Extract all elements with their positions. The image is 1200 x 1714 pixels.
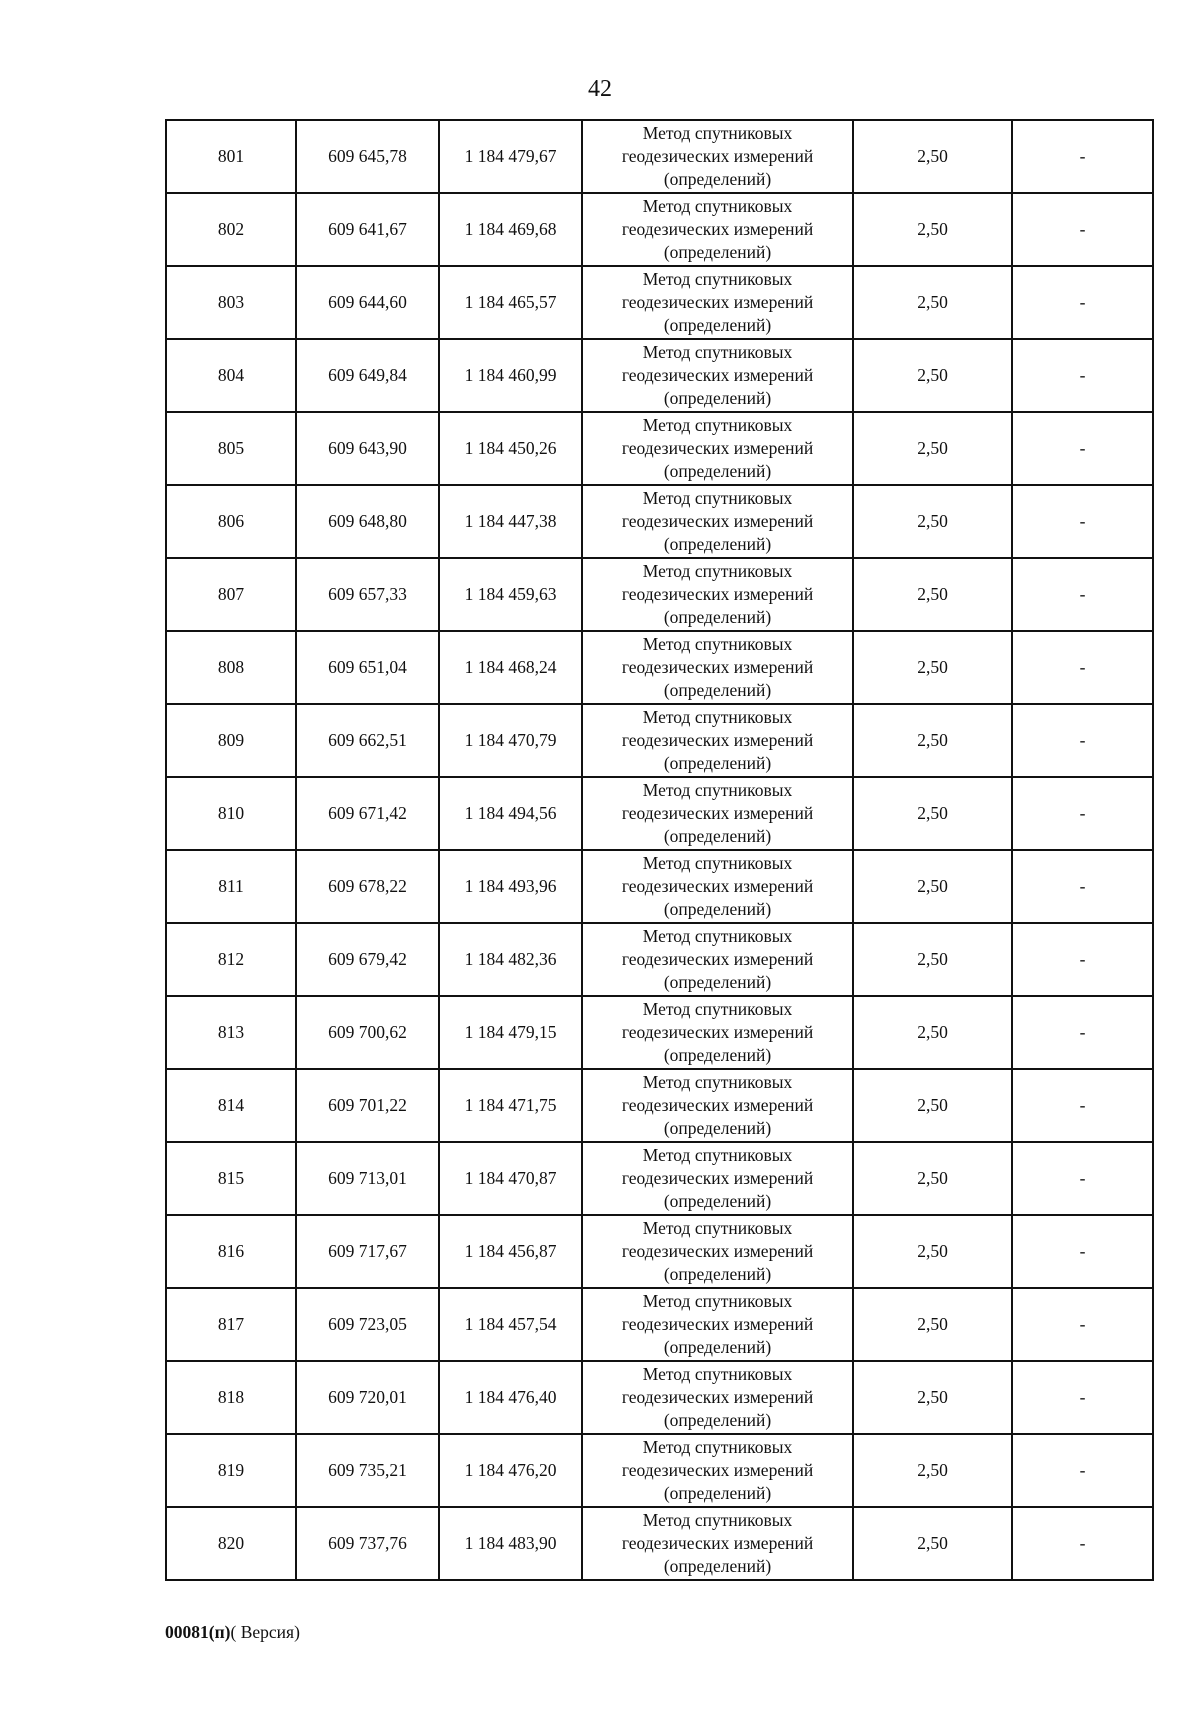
- x-coordinate-cell: 609 737,76: [296, 1507, 439, 1580]
- x-coordinate-cell: 609 662,51: [296, 704, 439, 777]
- description-cell: -: [1012, 1215, 1153, 1288]
- method-line: геодезических измерений: [621, 1387, 814, 1407]
- method-line: геодезических измерений: [621, 657, 814, 677]
- method-cell: [582, 120, 853, 193]
- method-line: (определений): [663, 534, 772, 554]
- description-cell: -: [1012, 558, 1153, 631]
- point-number-cell: 808: [166, 631, 296, 704]
- method-cell: [582, 558, 853, 631]
- x-coordinate-cell: 609 651,04: [296, 631, 439, 704]
- method-cell: [582, 923, 853, 996]
- method-line: геодезических измерений: [621, 803, 814, 823]
- x-coordinate-cell: 609 723,05: [296, 1288, 439, 1361]
- y-coordinate-cell: 1 184 483,90: [439, 1507, 582, 1580]
- description-cell: -: [1012, 412, 1153, 485]
- method-cell: [582, 412, 853, 485]
- method-cell: [582, 1142, 853, 1215]
- method-line: (определений): [663, 1483, 772, 1503]
- table-row: [166, 558, 1153, 631]
- y-coordinate-cell: 1 184 459,63: [439, 558, 582, 631]
- method-line: (определений): [663, 1264, 772, 1284]
- method-line: геодезических измерений: [621, 1241, 814, 1261]
- table-row: [166, 339, 1153, 412]
- x-coordinate-cell: 609 657,33: [296, 558, 439, 631]
- description-cell: -: [1012, 1434, 1153, 1507]
- method-line: (определений): [663, 1118, 772, 1138]
- method-line: Метод спутниковых: [642, 999, 793, 1019]
- method-line: (определений): [663, 1410, 772, 1430]
- method-cell: [582, 631, 853, 704]
- table-row: [166, 850, 1153, 923]
- method-line: Метод спутниковых: [642, 561, 793, 581]
- table-row: [166, 1507, 1153, 1580]
- point-number-cell: 818: [166, 1361, 296, 1434]
- method-cell: [582, 996, 853, 1069]
- method-cell: [582, 850, 853, 923]
- description-cell: -: [1012, 704, 1153, 777]
- accuracy-cell: 2,50: [853, 193, 1012, 266]
- x-coordinate-cell: 609 671,42: [296, 777, 439, 850]
- table-row: [166, 777, 1153, 850]
- method-cell: [582, 704, 853, 777]
- accuracy-cell: 2,50: [853, 1288, 1012, 1361]
- accuracy-cell: 2,50: [853, 996, 1012, 1069]
- method-line: Метод спутниковых: [642, 926, 793, 946]
- method-line: Метод спутниковых: [642, 853, 793, 873]
- method-line: геодезических измерений: [621, 292, 814, 312]
- method-line: (определений): [663, 680, 772, 700]
- point-number-cell: 811: [166, 850, 296, 923]
- table-row: [166, 412, 1153, 485]
- point-number-cell: 819: [166, 1434, 296, 1507]
- table-row: [166, 631, 1153, 704]
- accuracy-cell: 2,50: [853, 1361, 1012, 1434]
- table-row: [166, 1069, 1153, 1142]
- y-coordinate-cell: 1 184 471,75: [439, 1069, 582, 1142]
- method-line: (определений): [663, 607, 772, 627]
- y-coordinate-cell: 1 184 476,20: [439, 1434, 582, 1507]
- method-line: геодезических измерений: [621, 1168, 814, 1188]
- method-cell: [582, 485, 853, 558]
- method-line: Метод спутниковых: [642, 707, 793, 727]
- method-line: Метод спутниковых: [642, 123, 793, 143]
- method-line: (определений): [663, 1556, 772, 1576]
- method-line: Метод спутниковых: [642, 342, 793, 362]
- document-code: 00081(п): [165, 1622, 231, 1642]
- x-coordinate-cell: 609 701,22: [296, 1069, 439, 1142]
- method-line: геодезических измерений: [621, 1460, 814, 1480]
- method-line: (определений): [663, 461, 772, 481]
- table-row: [166, 923, 1153, 996]
- table-row: [166, 266, 1153, 339]
- method-line: геодезических измерений: [621, 146, 814, 166]
- method-line: Метод спутниковых: [642, 1437, 793, 1457]
- description-cell: -: [1012, 1507, 1153, 1580]
- method-line: (определений): [663, 1337, 772, 1357]
- y-coordinate-cell: 1 184 457,54: [439, 1288, 582, 1361]
- method-line: геодезических измерений: [621, 584, 814, 604]
- method-line: Метод спутниковых: [642, 269, 793, 289]
- method-line: геодезических измерений: [621, 1095, 814, 1115]
- method-line: геодезических измерений: [621, 730, 814, 750]
- description-cell: -: [1012, 485, 1153, 558]
- method-line: Метод спутниковых: [642, 780, 793, 800]
- method-line: Метод спутниковых: [642, 1218, 793, 1238]
- method-line: Метод спутниковых: [642, 1291, 793, 1311]
- method-cell: [582, 1507, 853, 1580]
- x-coordinate-cell: 609 644,60: [296, 266, 439, 339]
- coordinates-table: [165, 119, 1154, 1581]
- method-line: (определений): [663, 899, 772, 919]
- coordinates-table-body: [166, 120, 1153, 1580]
- x-coordinate-cell: 609 713,01: [296, 1142, 439, 1215]
- y-coordinate-cell: 1 184 482,36: [439, 923, 582, 996]
- y-coordinate-cell: 1 184 470,87: [439, 1142, 582, 1215]
- description-cell: -: [1012, 1361, 1153, 1434]
- description-cell: -: [1012, 850, 1153, 923]
- method-cell: [582, 1434, 853, 1507]
- method-line: Метод спутниковых: [642, 488, 793, 508]
- accuracy-cell: 2,50: [853, 558, 1012, 631]
- method-cell: [582, 1215, 853, 1288]
- method-cell: [582, 193, 853, 266]
- point-number-cell: 807: [166, 558, 296, 631]
- point-number-cell: 820: [166, 1507, 296, 1580]
- x-coordinate-cell: 609 679,42: [296, 923, 439, 996]
- point-number-cell: 803: [166, 266, 296, 339]
- accuracy-cell: 2,50: [853, 850, 1012, 923]
- table-row: [166, 1361, 1153, 1434]
- method-line: Метод спутниковых: [642, 634, 793, 654]
- y-coordinate-cell: 1 184 465,57: [439, 266, 582, 339]
- accuracy-cell: 2,50: [853, 120, 1012, 193]
- description-cell: -: [1012, 266, 1153, 339]
- accuracy-cell: 2,50: [853, 1434, 1012, 1507]
- accuracy-cell: 2,50: [853, 1069, 1012, 1142]
- x-coordinate-cell: 609 643,90: [296, 412, 439, 485]
- method-line: геодезических измерений: [621, 438, 814, 458]
- x-coordinate-cell: 609 735,21: [296, 1434, 439, 1507]
- accuracy-cell: 2,50: [853, 1142, 1012, 1215]
- method-line: (определений): [663, 388, 772, 408]
- accuracy-cell: 2,50: [853, 1215, 1012, 1288]
- method-cell: [582, 1361, 853, 1434]
- y-coordinate-cell: 1 184 493,96: [439, 850, 582, 923]
- accuracy-cell: 2,50: [853, 704, 1012, 777]
- method-line: Метод спутниковых: [642, 1072, 793, 1092]
- accuracy-cell: 2,50: [853, 412, 1012, 485]
- description-cell: -: [1012, 1142, 1153, 1215]
- method-line: (определений): [663, 972, 772, 992]
- page-number: 42: [588, 76, 612, 102]
- description-cell: -: [1012, 1288, 1153, 1361]
- method-line: Метод спутниковых: [642, 1145, 793, 1165]
- point-number-cell: 806: [166, 485, 296, 558]
- accuracy-cell: 2,50: [853, 485, 1012, 558]
- method-line: (определений): [663, 1191, 772, 1211]
- point-number-cell: 802: [166, 193, 296, 266]
- x-coordinate-cell: 609 648,80: [296, 485, 439, 558]
- point-number-cell: 813: [166, 996, 296, 1069]
- y-coordinate-cell: 1 184 479,67: [439, 120, 582, 193]
- table-row: [166, 1142, 1153, 1215]
- x-coordinate-cell: 609 700,62: [296, 996, 439, 1069]
- table-row: [166, 120, 1153, 193]
- method-cell: [582, 339, 853, 412]
- description-cell: -: [1012, 339, 1153, 412]
- description-cell: -: [1012, 1069, 1153, 1142]
- table-row: [166, 704, 1153, 777]
- x-coordinate-cell: 609 645,78: [296, 120, 439, 193]
- method-cell: [582, 1069, 853, 1142]
- method-line: Метод спутниковых: [642, 415, 793, 435]
- description-cell: -: [1012, 193, 1153, 266]
- y-coordinate-cell: 1 184 447,38: [439, 485, 582, 558]
- x-coordinate-cell: 609 641,67: [296, 193, 439, 266]
- table-row: [166, 1434, 1153, 1507]
- method-line: (определений): [663, 826, 772, 846]
- x-coordinate-cell: 609 678,22: [296, 850, 439, 923]
- method-cell: [582, 266, 853, 339]
- method-cell: [582, 1288, 853, 1361]
- method-line: геодезических измерений: [621, 365, 814, 385]
- accuracy-cell: 2,50: [853, 339, 1012, 412]
- y-coordinate-cell: 1 184 479,15: [439, 996, 582, 1069]
- point-number-cell: 817: [166, 1288, 296, 1361]
- point-number-cell: 809: [166, 704, 296, 777]
- method-line: Метод спутниковых: [642, 1364, 793, 1384]
- y-coordinate-cell: 1 184 469,68: [439, 193, 582, 266]
- x-coordinate-cell: 609 649,84: [296, 339, 439, 412]
- description-cell: -: [1012, 631, 1153, 704]
- method-line: геодезических измерений: [621, 1022, 814, 1042]
- y-coordinate-cell: 1 184 470,79: [439, 704, 582, 777]
- method-line: геодезических измерений: [621, 1533, 814, 1553]
- description-cell: -: [1012, 923, 1153, 996]
- description-cell: -: [1012, 120, 1153, 193]
- table-row: [166, 485, 1153, 558]
- x-coordinate-cell: 609 720,01: [296, 1361, 439, 1434]
- table-row: [166, 1215, 1153, 1288]
- y-coordinate-cell: 1 184 476,40: [439, 1361, 582, 1434]
- y-coordinate-cell: 1 184 468,24: [439, 631, 582, 704]
- method-line: (определений): [663, 169, 772, 189]
- method-line: геодезических измерений: [621, 1314, 814, 1334]
- accuracy-cell: 2,50: [853, 1507, 1012, 1580]
- method-line: Метод спутниковых: [642, 1510, 793, 1530]
- method-cell: [582, 777, 853, 850]
- point-number-cell: 801: [166, 120, 296, 193]
- y-coordinate-cell: 1 184 456,87: [439, 1215, 582, 1288]
- method-line: геодезических измерений: [621, 876, 814, 896]
- method-line: (определений): [663, 315, 772, 335]
- point-number-cell: 816: [166, 1215, 296, 1288]
- point-number-cell: 814: [166, 1069, 296, 1142]
- point-number-cell: 815: [166, 1142, 296, 1215]
- y-coordinate-cell: 1 184 450,26: [439, 412, 582, 485]
- method-line: Метод спутниковых: [642, 196, 793, 216]
- point-number-cell: 805: [166, 412, 296, 485]
- document-footer: [165, 1622, 300, 1643]
- method-line: геодезических измерений: [621, 219, 814, 239]
- point-number-cell: 810: [166, 777, 296, 850]
- document-version-label: ( Версия): [230, 1622, 300, 1642]
- accuracy-cell: 2,50: [853, 266, 1012, 339]
- point-number-cell: 804: [166, 339, 296, 412]
- y-coordinate-cell: 1 184 494,56: [439, 777, 582, 850]
- method-line: геодезических измерений: [621, 949, 814, 969]
- table-row: [166, 193, 1153, 266]
- accuracy-cell: 2,50: [853, 631, 1012, 704]
- table-row: [166, 1288, 1153, 1361]
- method-line: (определений): [663, 753, 772, 773]
- x-coordinate-cell: 609 717,67: [296, 1215, 439, 1288]
- accuracy-cell: 2,50: [853, 923, 1012, 996]
- y-coordinate-cell: 1 184 460,99: [439, 339, 582, 412]
- point-number-cell: 812: [166, 923, 296, 996]
- description-cell: -: [1012, 777, 1153, 850]
- accuracy-cell: 2,50: [853, 777, 1012, 850]
- description-cell: -: [1012, 996, 1153, 1069]
- method-line: (определений): [663, 1045, 772, 1065]
- method-line: (определений): [663, 242, 772, 262]
- method-line: геодезических измерений: [621, 511, 814, 531]
- table-row: [166, 996, 1153, 1069]
